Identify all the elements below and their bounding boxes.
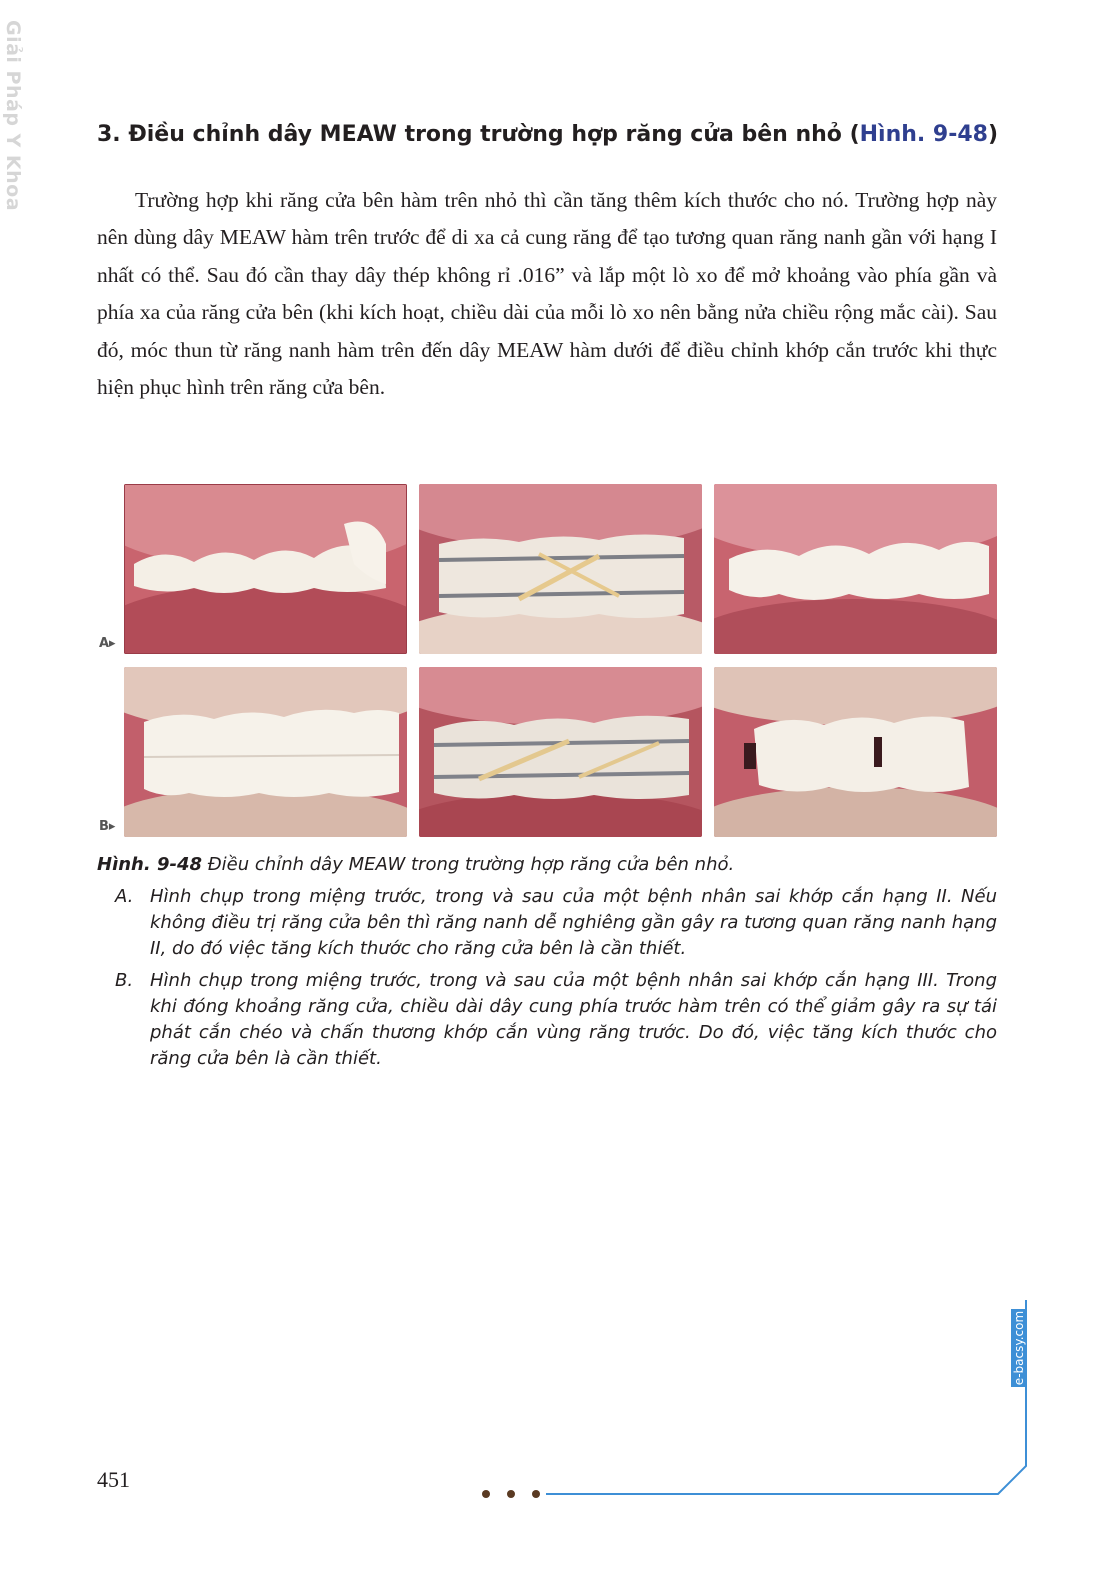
accent-line (546, 1300, 1026, 1494)
photo-a-during (419, 484, 702, 654)
figure-reference-link[interactable]: Hình. 9-48 (859, 122, 988, 147)
caption-item-a (97, 884, 997, 962)
dot-1 (482, 1490, 490, 1498)
dot-2 (507, 1490, 515, 1498)
caption-item-b (97, 968, 997, 1072)
page-number: 451 (97, 1467, 130, 1492)
photo-b-after (714, 667, 997, 837)
dot-3 (532, 1490, 540, 1498)
heading-text: 3. Điều chỉnh dây MEAW trong trường hợp răng cửa bên nhỏ ( (97, 122, 860, 147)
heading-close: ) (988, 122, 999, 147)
figure-9-48 (99, 484, 997, 838)
side-brand-watermark: Giải Pháp Y Khoa (2, 20, 24, 212)
caption-label: Hình. 9-48 (97, 854, 203, 875)
site-tag[interactable]: e-bacsy.com (1012, 1310, 1026, 1386)
photo-b-before (124, 667, 407, 837)
caption-title-text: Điều chỉnh dây MEAW trong trường hợp răng cửa bên nhỏ. (202, 854, 735, 875)
panel-b-label: B▸ (99, 819, 116, 834)
photo-a-after (714, 484, 997, 654)
caption-item-text: Hình chụp trong miệng trước, trong và sau của một bệnh nhân sai khớp cắn hạng II. Nếu không điều trị răng cửa bên thì răng nanh dễ nghiêng gần gây ra tương quan răng nanh hạng II, do đó việc tăng kích thước cho răng cửa bên là cần thiết. (150, 886, 997, 959)
figure-caption (97, 852, 997, 1072)
caption-item-letter: B. (115, 970, 134, 991)
caption-item-letter: A. (115, 886, 134, 907)
photo-a-before (124, 484, 407, 654)
body-paragraph: Trường hợp khi răng cửa bên hàm trên nhỏ thì cần tăng thêm kích thước cho nó. Trường hợp này nên dùng dây MEAW hàm trên trước để di xa cả cung răng để tạo tương quan răng nanh gần với hạng I nhất có thể. Sau đó cần thay dây thép không rỉ .016” và lắp một lò xo để mở khoảng vào phía gần và phía xa của răng cửa bên (khi kích hoạt, chiều dài của mỗi lò xo nên bằng nửa chiều rộng mắc cài). Sau đó, móc thun từ răng nanh hàm trên đến dây MEAW hàm dưới để điều chỉnh khớp cắn trước khi thực hiện phục hình trên răng cửa bên. (97, 188, 997, 400)
panel-a-label: A▸ (99, 636, 116, 651)
caption-title (97, 852, 997, 878)
section-heading (97, 122, 998, 147)
photo-b-during (419, 667, 702, 837)
caption-item-text: Hình chụp trong miệng trước, trong và sau của một bệnh nhân sai khớp cắn hạng III. Trong khi đóng khoảng răng cửa, chiều dài dây cung phía trước hàm trên có thể giảm gây ra sự tái phát cắn chéo và chấn thương khớp cắn vùng răng trước. Do đó, việc tăng kích thước cho răng cửa bên là cần thiết. (150, 970, 997, 1069)
